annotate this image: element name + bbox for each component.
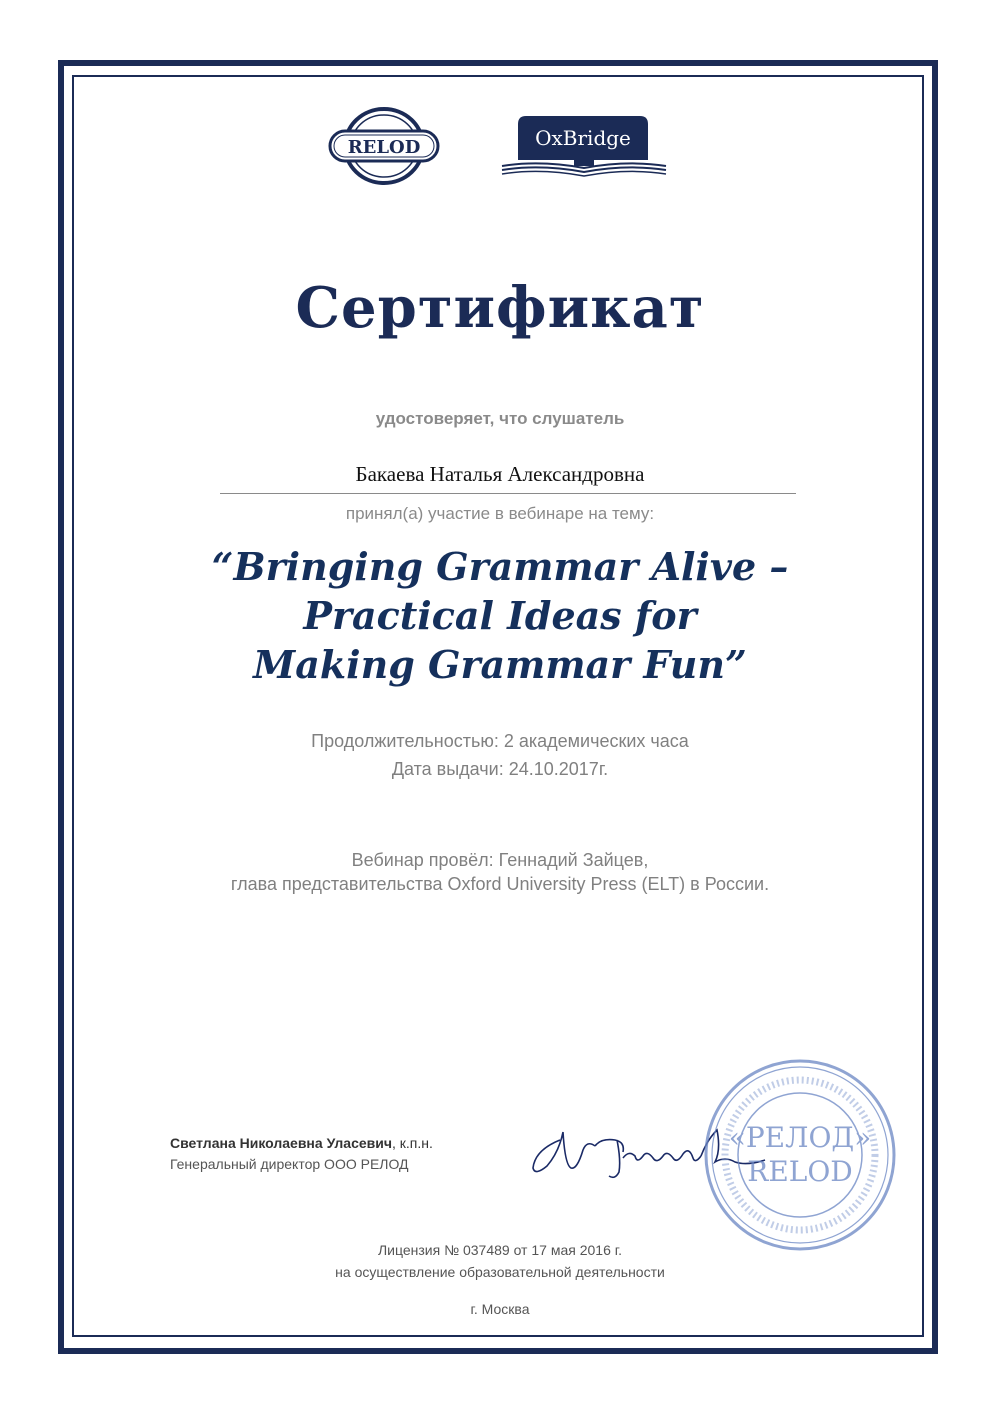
host-text-line2: глава представительства Oxford University Press (ELT) в России. — [230, 874, 770, 894]
stamp-text-line2: RELOD — [747, 1155, 853, 1188]
stamp-text-line1: «РЕЛОД» — [728, 1121, 872, 1154]
relod-logo — [328, 106, 440, 186]
signer-name-line — [170, 1135, 433, 1151]
license-line2: на осуществление образовательной деятельности — [335, 1264, 665, 1280]
certifies-text: удостоверяет, что слушатель — [375, 409, 625, 428]
oxbridge-logo — [500, 114, 668, 180]
topic-line: “Bringing Grammar Alive – — [211, 544, 789, 589]
issue-date-text: Дата выдачи: 24.10.2017г. — [391, 759, 609, 779]
participant-name: Бакаева Наталья Александровна — [355, 462, 645, 486]
topic-line: Practical Ideas for — [303, 593, 697, 638]
name-underline — [220, 493, 796, 494]
participated-text: принял(а) участие в вебинаре на тему: — [345, 504, 655, 523]
duration-text: Продолжительностью: 2 академических часа — [311, 731, 689, 751]
signer-degree: , к.п.н. — [391, 1135, 433, 1151]
webinar-topic — [0, 542, 1000, 689]
relod-logo-text: RELOD — [347, 137, 421, 158]
city-text: г. Москва — [470, 1301, 530, 1317]
signer-name: Светлана Николаевна Уласевич — [170, 1135, 392, 1151]
signer-role: Генеральный директор ООО РЕЛОД — [170, 1156, 409, 1172]
relod-stamp — [700, 1055, 900, 1255]
host-text-line1: Вебинар провёл: Геннадий Зайцев, — [351, 850, 649, 870]
certificate-title: Сертификат — [295, 275, 705, 341]
oxbridge-logo-text: OxBridge — [535, 126, 631, 150]
license-line1: Лицензия № 037489 от 17 мая 2016 г. — [377, 1242, 623, 1258]
topic-line: Making Grammar Fun” — [253, 642, 747, 687]
